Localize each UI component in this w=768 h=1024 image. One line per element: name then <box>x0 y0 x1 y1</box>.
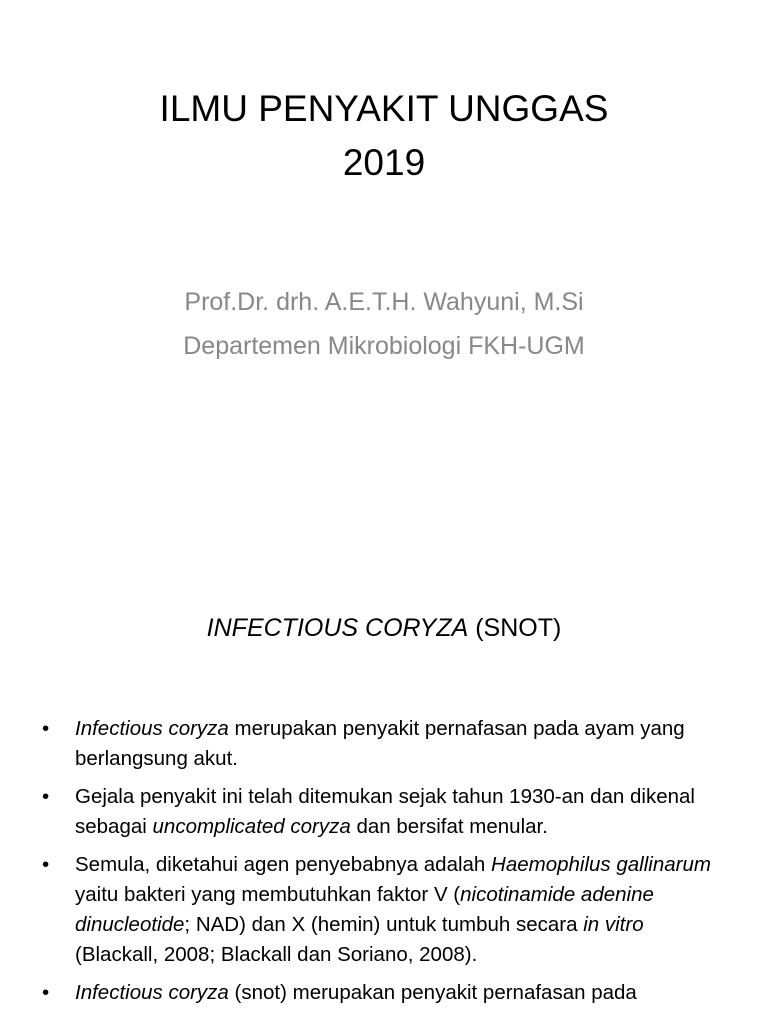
title-italic-part: INFECTIOUS CORYZA <box>206 614 469 642</box>
content-slide-title <box>0 608 768 648</box>
bullet-3-text-a: Semula, diketahui agen penyebabnya adalah <box>75 853 492 876</box>
title-rest-part: (SNOT) <box>468 614 562 642</box>
bullet-icon: • <box>42 981 50 1004</box>
bullet-2-italic: uncomplicated coryza <box>152 815 351 838</box>
bullet-2-text-b: dan bersifat menular. <box>350 815 548 838</box>
bullet-icon: • <box>42 853 50 876</box>
title-line-1: ILMU PENYAKIT UNGGAS <box>159 88 609 129</box>
bullet-3-text-c: ; NAD) dan X (hemin) untuk tumbuh secara <box>184 913 584 936</box>
bullet-item-3 <box>36 850 726 970</box>
department-name: Departemen Mikrobiologi FKH-UGM <box>183 332 585 360</box>
bullet-list <box>36 714 726 1016</box>
bullet-1-italic: Infectious coryza <box>75 717 229 740</box>
bullet-icon: • <box>42 717 50 740</box>
content-slide <box>0 576 768 1024</box>
bullet-3-italic-a: Haemophilus gallinarum <box>491 853 711 876</box>
bullet-item-2 <box>36 782 726 842</box>
bullet-3-italic-b: nicotinamide adenine dinucleotide <box>75 883 654 936</box>
bullet-icon: • <box>42 785 50 808</box>
bullet-item-1 <box>36 714 726 774</box>
bullet-4-text: (snot) merupakan penyakit pernafasan pada <box>228 981 637 1004</box>
bullet-3-text-b: yaitu bakteri yang membutuhkan faktor V ( <box>75 883 461 906</box>
bullet-item-4 <box>36 978 726 1008</box>
bullet-3-italic-c: in vitro <box>583 913 644 936</box>
bullet-2-text-a: Gejala penyakit ini telah ditemukan sejak tahun 1930-an dan dikenal sebagai <box>75 785 695 838</box>
author-name: Prof.Dr. drh. A.E.T.H. Wahyuni, M.Si <box>184 288 584 316</box>
slide-subtitle <box>0 280 768 368</box>
bullet-4-italic: Infectious coryza <box>75 981 229 1004</box>
title-line-2: 2019 <box>342 142 426 183</box>
bullet-1-text: merupakan penyakit pernafasan pada ayam yang berlangsung akut. <box>75 717 685 770</box>
bullet-3-text-d: (Blackall, 2008; Blackall dan Soriano, 2008). <box>75 943 478 966</box>
slide-title <box>0 82 768 190</box>
